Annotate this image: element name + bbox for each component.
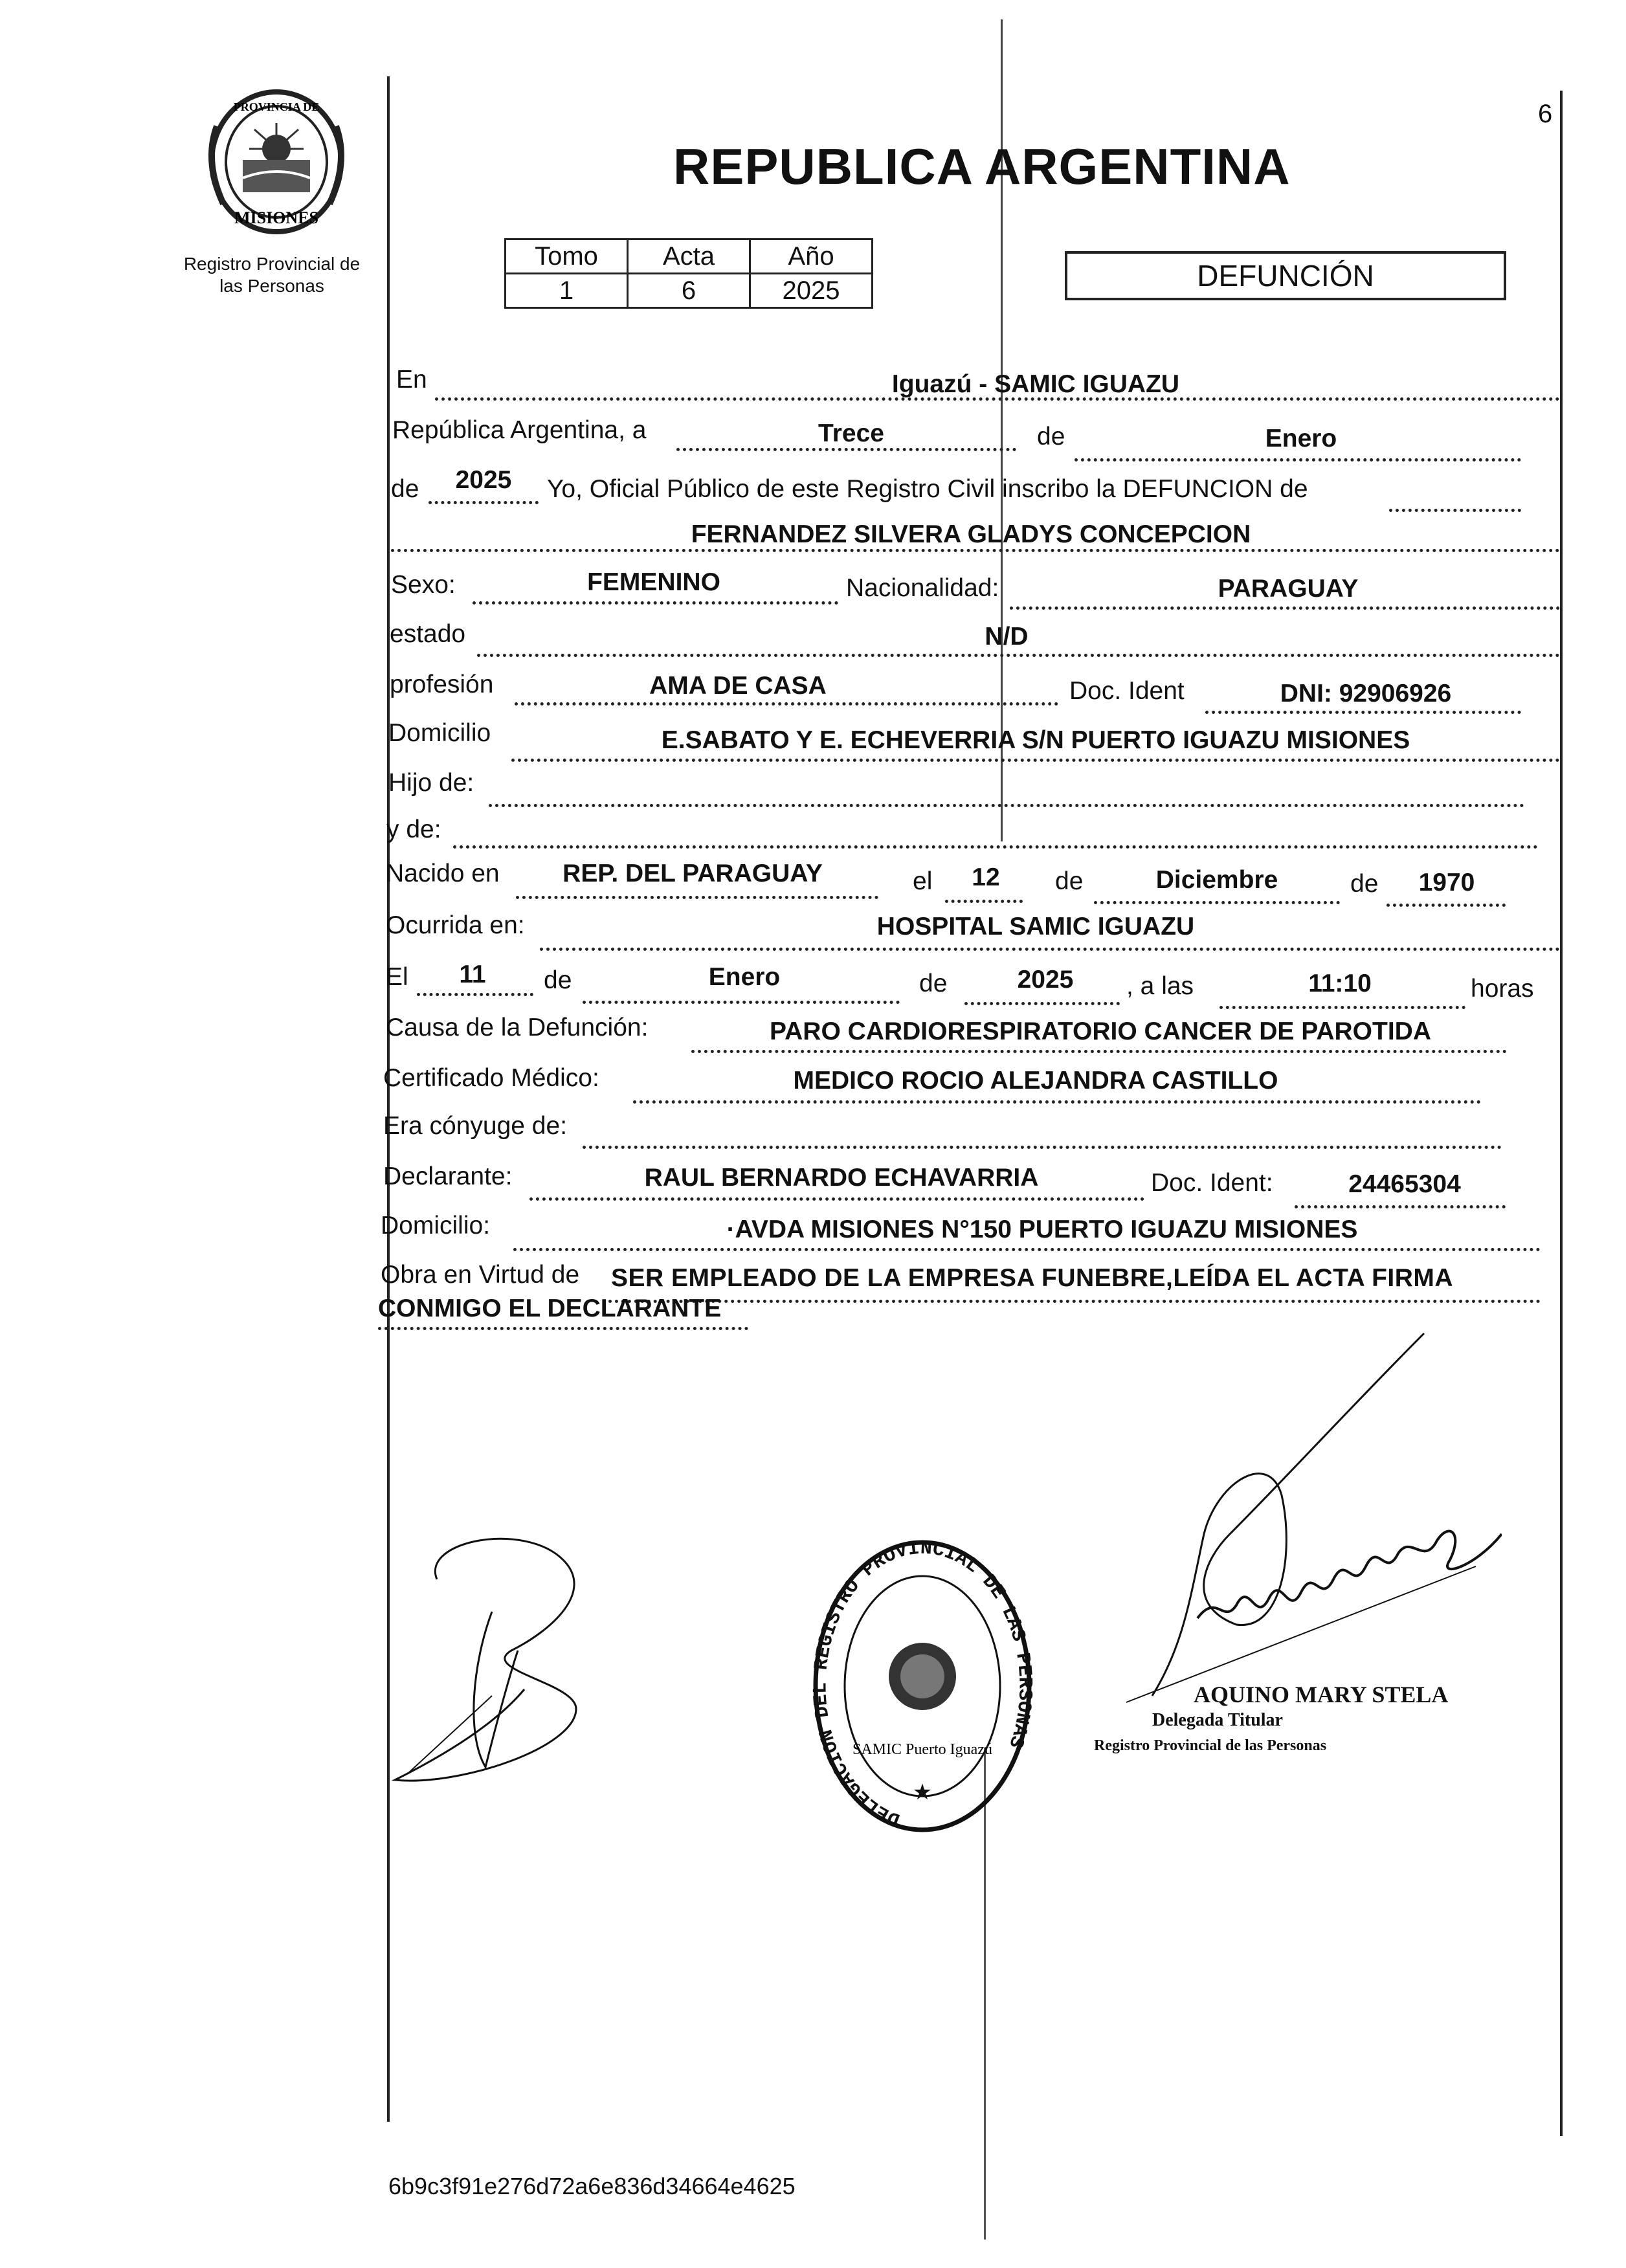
estado-value: N/D: [985, 623, 1029, 650]
dotted-line: [513, 1248, 1541, 1251]
label-profesion: profesión: [390, 671, 494, 698]
label-el: el: [913, 867, 933, 895]
label-certificado: Certificado Médico:: [383, 1064, 599, 1092]
stamp-inner-text: SAMIC Puerto Iguazú: [852, 1741, 992, 1758]
label-nacido-en: Nacido en: [386, 860, 500, 887]
profesion-value: AMA DE CASA: [649, 672, 827, 700]
anio-header: Año: [750, 239, 873, 274]
label-nacionalidad: Nacionalidad:: [846, 574, 999, 602]
dotted-line: [473, 601, 838, 605]
dotted-line: [378, 1327, 748, 1330]
dotted-line: [691, 1050, 1507, 1053]
document-hash: 6b9c3f91e276d72a6e836d34664e4625: [388, 2173, 796, 2199]
doc-value: DNI: 92906926: [1280, 680, 1452, 707]
label-horas: horas: [1471, 975, 1534, 1003]
label-conyuge: Era cónyuge de:: [383, 1112, 568, 1140]
dotted-line: [1389, 509, 1521, 512]
label-y-de: y de:: [386, 816, 441, 843]
record-table: [504, 238, 873, 309]
stamp-ring-text: DELEGACION DEL REGISTRO PROVINCIAL DE LAS PERSONAS: [810, 1537, 1036, 1830]
left-margin-rule: [387, 76, 390, 2122]
obra-line1-value: SER EMPLEADO DE LA EMPRESA FUNEBRE,LEÍDA EL ACTA FIRMA: [611, 1264, 1454, 1292]
fallec-anio-value: 2025: [1017, 966, 1074, 994]
signatory-name: AQUINO MARY STELA: [1194, 1682, 1449, 1707]
domicilio-value: E.SABATO Y E. ECHEVERRIA S/N PUERTO IGUAZU MISIONES: [661, 726, 1410, 754]
ocurrida-en-value: HOSPITAL SAMIC IGUAZU: [876, 913, 1195, 940]
tomo-header: Tomo: [506, 239, 628, 274]
label-de: de: [1055, 867, 1084, 895]
dotted-line: [540, 948, 1560, 951]
label-doc-ident: Doc. Ident: [1069, 677, 1185, 705]
acta-value: 6: [628, 274, 750, 308]
official-stamp: [806, 1534, 1039, 1838]
nacido-dia-value: 12: [972, 863, 1000, 891]
dotted-line: [489, 804, 1524, 807]
label-estado: estado: [390, 620, 466, 648]
label-de: de: [544, 966, 572, 994]
label-causa: Causa de la Defunción:: [386, 1014, 649, 1041]
dotted-line: [964, 1002, 1120, 1005]
registry-name-line1: Registro Provincial de: [183, 254, 361, 274]
acta-header: Acta: [628, 239, 750, 274]
dotted-line: [583, 1146, 1502, 1149]
declarant-signature: [382, 1502, 680, 1799]
certificado-value: MEDICO ROCIO ALEJANDRA CASTILLO: [793, 1067, 1278, 1095]
dotted-line: [417, 993, 533, 996]
label-de: de: [1037, 423, 1065, 450]
label-republica: República Argentina, a: [392, 416, 647, 444]
dotted-line: [477, 654, 1560, 657]
dotted-line: [1387, 904, 1506, 907]
hora-value: 11:10: [1308, 970, 1372, 997]
label-en: En: [396, 366, 427, 394]
svg-text:MISIONES: MISIONES: [234, 208, 319, 227]
svg-text:★: ★: [912, 1780, 933, 1805]
dotted-line: [1295, 1205, 1506, 1208]
declarante-doc-value: 24465304: [1348, 1170, 1461, 1198]
registry-name-line2: las Personas: [219, 276, 324, 296]
dotted-line: [1220, 1006, 1465, 1009]
dotted-line: [945, 900, 1023, 903]
label-el-cap: El: [386, 963, 408, 991]
label-de: de: [391, 475, 419, 503]
dotted-line: [511, 759, 1560, 762]
lugar-value: Iguazú - SAMIC IGUAZU: [891, 370, 1180, 398]
dotted-line: [515, 702, 1058, 706]
dotted-line: [1010, 606, 1560, 610]
record-type-box: [1065, 251, 1506, 300]
provincial-seal-icon: [197, 87, 356, 236]
record-type-label: DEFUNCIÓN: [1197, 259, 1374, 293]
label-de: de: [1350, 870, 1379, 898]
dotted-line: [1075, 458, 1521, 461]
nacionalidad-value: PARAGUAY: [1218, 575, 1359, 603]
dotted-line: [608, 1300, 1541, 1303]
anio-value: 2025: [750, 274, 873, 308]
registrar-signature: [1087, 1320, 1502, 1722]
label-domicilio-declarante: Domicilio:: [381, 1212, 491, 1240]
fallec-mes-value: Enero: [708, 963, 781, 991]
page-number: 6: [1538, 100, 1553, 128]
deceased-name: FERNANDEZ SILVERA GLADYS CONCEPCION: [691, 520, 1251, 548]
sexo-value: FEMENINO: [587, 568, 720, 596]
mes-value: Enero: [1265, 425, 1337, 452]
signatory-office: Registro Provincial de las Personas: [1094, 1737, 1327, 1754]
declarante-domicilio-value: ·AVDA MISIONES N°150 PUERTO IGUAZU MISIONES: [726, 1216, 1358, 1243]
obra-line2-value: CONMIGO EL DECLARANTE: [378, 1295, 722, 1322]
dotted-line: [429, 501, 539, 504]
tomo-value: 1: [506, 274, 628, 308]
nacido-anio-value: 1970: [1418, 869, 1475, 896]
dia-value: Trece: [818, 419, 884, 447]
label-a-las: , a las: [1126, 972, 1194, 1000]
anio-value: 2025: [455, 466, 512, 494]
dotted-line: [391, 549, 1560, 552]
dotted-line: [453, 845, 1538, 849]
dotted-line: [1205, 711, 1521, 714]
dotted-line: [529, 1197, 1144, 1201]
signatory-role: Delegada Titular: [1152, 1710, 1283, 1730]
nacido-en-value: REP. DEL PARAGUAY: [562, 860, 823, 887]
svg-text:PROVINCIA DE: PROVINCIA DE: [233, 100, 320, 113]
causa-value: PARO CARDIORESPIRATORIO CANCER DE PAROTIDA: [770, 1017, 1431, 1045]
dotted-line: [676, 448, 1016, 451]
fallec-dia-value: 11: [459, 961, 486, 988]
label-declarante: Declarante:: [383, 1162, 513, 1190]
label-sexo: Sexo:: [391, 571, 456, 599]
dotted-line: [583, 1001, 900, 1004]
dotted-line: [516, 896, 878, 899]
label-de: de: [919, 970, 948, 997]
label-domicilio: Domicilio: [388, 719, 491, 747]
label-yo: Yo, Oficial Público de este Registro Civil inscribo la DEFUNCION de: [547, 475, 1308, 503]
dotted-line: [1094, 901, 1340, 904]
label-doc-ident-declarante: Doc. Ident:: [1151, 1169, 1273, 1197]
label-hijo-de: Hijo de:: [388, 769, 474, 797]
page-title: REPUBLICA ARGENTINA: [673, 138, 1291, 195]
dotted-line: [633, 1100, 1481, 1104]
label-obra: Obra en Virtud de: [381, 1261, 580, 1289]
label-ocurrida-en: Ocurrida en:: [386, 911, 525, 939]
declarante-value: RAUL BERNARDO ECHAVARRIA: [644, 1164, 1039, 1192]
nacido-mes-value: Diciembre: [1155, 866, 1278, 894]
right-margin-rule: [1560, 91, 1563, 2136]
